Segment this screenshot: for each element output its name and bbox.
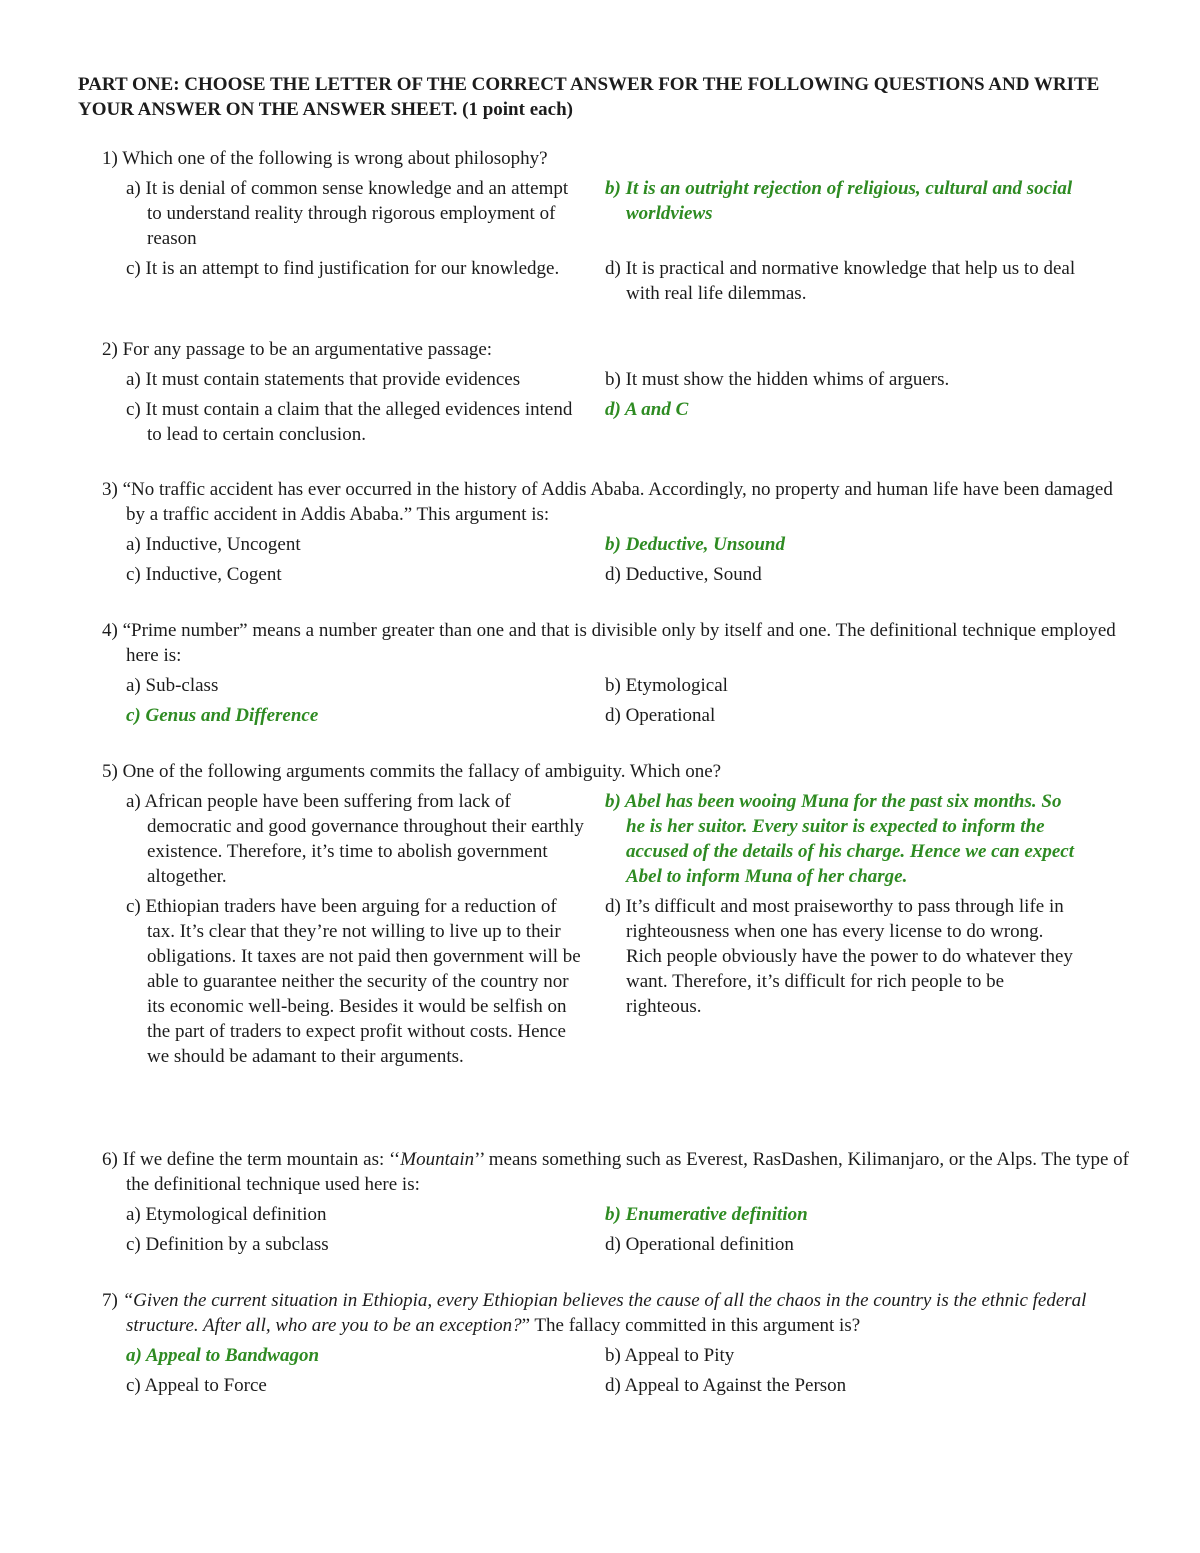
option-b-correct[interactable]: b) Deductive, Unsound [605,534,785,555]
option-a[interactable]: a) Sub-class [126,675,219,696]
option-a-correct[interactable]: a) Appeal to Bandwagon [126,1345,320,1366]
question-stem: 2) For any passage to be an argumentative passage: [102,339,493,360]
question-5 [102,759,1132,1069]
option-d[interactable]: d) Operational definition [605,1234,794,1255]
option-a[interactable]: a) Inductive, Uncogent [126,534,301,555]
option-c[interactable]: c) Appeal to Force [126,1375,267,1396]
question-stem: 3) “No traffic accident has ever occurred in the history of Addis Ababa. Accordingly, no property and human life have been damaged by a traffic accident in Addis Ababa.” This argument is: [102,479,1113,525]
question-stem: 6) If we define the term mountain as: ‘‘Mountain’’ means something such as Everest, RasDashen, Kilimanjaro, or the Alps. The type of the definitional technique used here is: [102,1149,1129,1195]
options-grid [102,1202,1132,1257]
part-one-instructions: PART ONE: CHOOSE THE LETTER OF THE CORRECT ANSWER FOR THE FOLLOWING QUESTIONS AND WRITE YOUR ANSWER ON THE ANSWER SHEET. (1 point each) [78,74,1100,120]
option-c[interactable]: c) Inductive, Cogent [126,564,282,585]
question-3 [102,477,1132,587]
option-b-correct[interactable]: b) It is an outright rejection of religious, cultural and social worldviews [605,178,1073,224]
question-4 [102,618,1132,728]
option-a[interactable]: a) Etymological definition [126,1204,327,1225]
option-d[interactable]: d) Appeal to Against the Person [605,1375,847,1396]
question-stem: 4) “Prime number” means a number greater than one and that is divisible only by itself and one. The definitional technique employed here is: [102,620,1116,666]
option-c[interactable]: c) It is an attempt to find justification for our knowledge. [126,258,560,279]
question-6 [102,1147,1132,1257]
option-b[interactable]: b) Etymological [605,675,728,696]
question-1 [102,146,1132,306]
option-c-correct[interactable]: c) Genus and Difference [126,705,319,726]
option-b[interactable]: b) Appeal to Pity [605,1345,735,1366]
options-grid [102,532,1132,587]
option-c[interactable]: c) It must contain a claim that the alleged evidences intend to lead to certain conclusion. [126,399,573,445]
options-grid [102,789,1132,1069]
options-grid [102,367,1132,447]
option-d[interactable]: d) It is practical and normative knowledge that help us to deal with real life dilemmas. [605,258,1076,304]
option-d[interactable]: d) It’s difficult and most praiseworthy to pass through life in righteousness when one has every license to do wrong. Rich people obviously have the power to do whatever they want. Therefore, it’s difficult for rich people to be righteous. [605,896,1073,1017]
question-stem: 5) One of the following arguments commits the fallacy of ambiguity. Which one? [102,761,722,782]
question-stem: 7) “Given the current situation in Ethiopia, every Ethiopian believes the cause of all the chaos in the country is the ethnic federal structure. After all, who are you to be an exception?” The fallacy committed in this argument is? [102,1290,1087,1336]
option-c[interactable]: c) Ethiopian traders have been arguing for a reduction of tax. It’s clear that they’re not willing to live up to their obligations. It taxes are not paid then government will be able to guarantee neither the security of the country nor its economic well-being. Besides it would be selfish on the part of traders to expect profit without costs. Hence we should be adamant to their arguments. [126,896,581,1067]
options-grid [102,176,1132,306]
option-b-correct[interactable]: b) Abel has been wooing Muna for the past six months. So he is her suitor. Every suitor is expected to inform the accused of the details of his charge. Hence we can expect Abel to inform Muna of her charge. [605,791,1075,887]
options-grid [102,673,1132,728]
option-a[interactable]: a) It must contain statements that provide evidences [126,369,521,390]
option-b-correct[interactable]: b) Enumerative definition [605,1204,808,1225]
option-a[interactable]: a) It is denial of common sense knowledge and an attempt to understand reality through rigorous employment of reason [126,178,569,249]
option-c[interactable]: c) Definition by a subclass [126,1234,329,1255]
option-a[interactable]: a) African people have been suffering from lack of democratic and good governance throughout their earthly existence. Therefore, it’s time to abolish government altogether. [126,791,584,887]
option-d-correct[interactable]: d) A and C [605,399,689,420]
question-2 [102,337,1132,447]
question-stem: 1) Which one of the following is wrong about philosophy? [102,148,548,169]
question-7 [102,1288,1132,1398]
option-b[interactable]: b) It must show the hidden whims of arguers. [605,369,950,390]
options-grid [102,1343,1132,1398]
option-d[interactable]: d) Deductive, Sound [605,564,762,585]
option-d[interactable]: d) Operational [605,705,716,726]
